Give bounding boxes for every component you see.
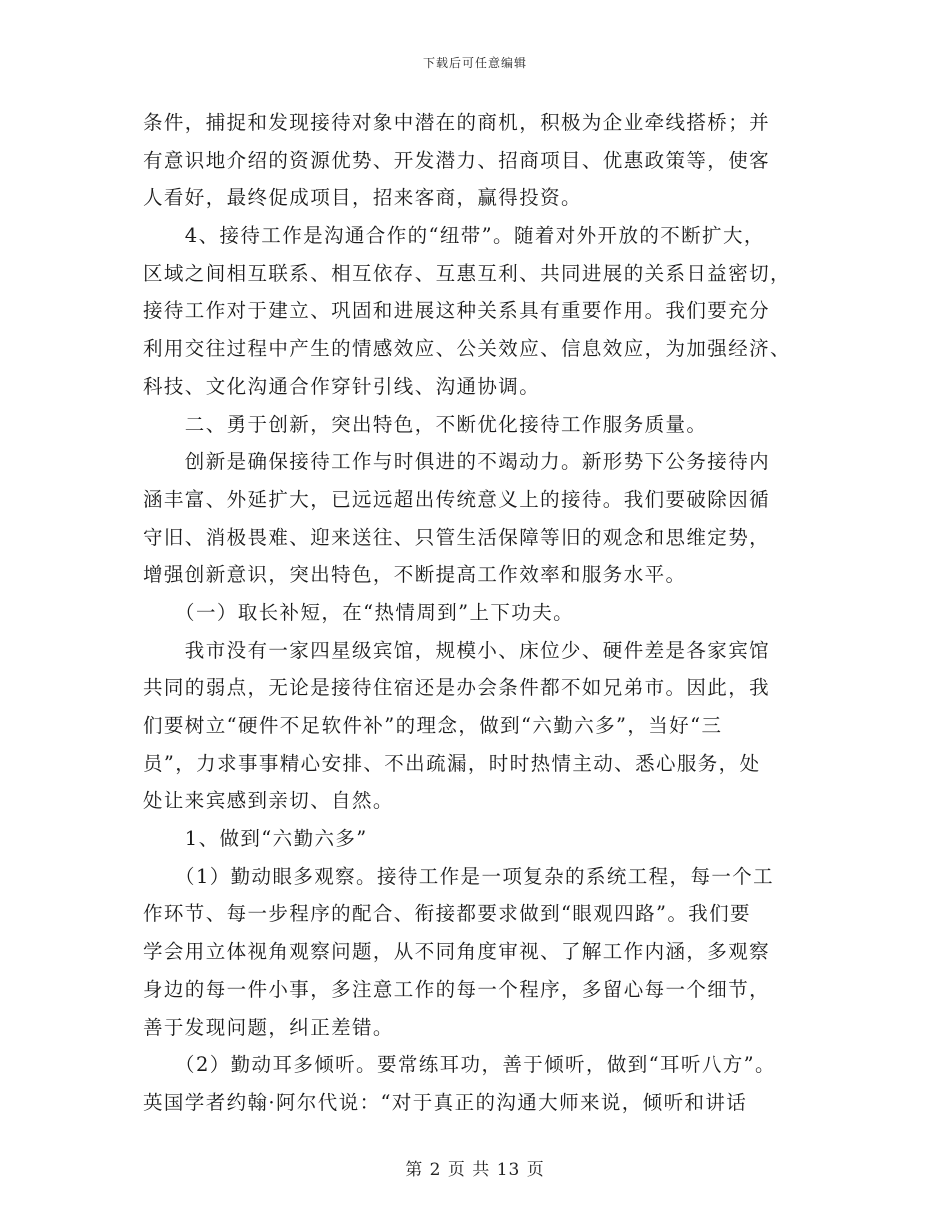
text-line: （1）勤动眼多观察。接待工作是一项复杂的系统工程，每一个工 — [143, 864, 775, 888]
text-line: 学会用立体视角观察问题，从不同角度审视、了解工作内涵，多观察 — [143, 940, 771, 964]
text-line: 条件，捕捉和发现接待对象中潜在的商机，积极为企业牵线搭桥；并 — [143, 111, 771, 134]
text-line: 共同的弱点，无论是接待住宿还是办会条件都不如兄弟市。因此，我 — [143, 676, 771, 700]
section-heading: 二、勇于创新，突出特色，不断优化接待工作服务质量。 — [143, 412, 708, 436]
text-line: 作环节、每一步程序的配合、衔接都要求做到“眼观四路”。我们要 — [143, 902, 751, 926]
text-line: 区域之间相互联系、相互依存、互惠互利、共同进展的关系日益密切， — [143, 261, 791, 285]
text-line: 英国学者约翰·阿尔代说：“对于真正的沟通大师来说，倾听和讲话 — [143, 1090, 748, 1114]
page-footer: 第 2 页 共 13 页 — [405, 1160, 545, 1180]
text-line: 科技、文化沟通合作穿针引线、沟通协调。 — [143, 374, 541, 398]
text-line: 善于发现问题，纠正差错。 — [143, 1015, 394, 1039]
text-line: 涵丰富、外延扩大，已远远超出传统意义上的接待。我们要破除因循 — [143, 487, 771, 511]
text-line: 增强创新意识，突出特色，不断提高工作效率和服务水平。 — [143, 563, 687, 587]
text-line: 身边的每一件小事，多注意工作的每一个程序，多留心每一个细节， — [143, 977, 771, 1001]
page-header: 下载后可任意编辑 — [422, 56, 527, 70]
text-line: 接待工作对于建立、巩固和进展这种关系具有重要作用。我们要充分 — [143, 299, 771, 323]
text-line: 处让来宾感到亲切、自然。 — [143, 789, 394, 813]
document-body — [143, 104, 811, 1122]
text-line: 有意识地介绍的资源优势、开发潜力、招商项目、优惠政策等，使客 — [143, 148, 771, 172]
text-line: 守旧、消极畏难、迎来送往、只管生活保障等旧的观念和思维定势， — [143, 525, 771, 549]
text-line: 我市没有一家四星级宾馆，规模小、床位少、硬件差是各家宾馆 — [143, 638, 771, 662]
text-line: 人看好，最终促成项目，招来客商，赢得投资。 — [143, 186, 582, 210]
subsection-heading: （一）取长补短，在“热情周到”上下功夫。 — [143, 600, 574, 624]
text-line: 创新是确保接待工作与时俱进的不竭动力。新形势下公务接待内 — [143, 450, 771, 474]
text-line: 4、接待工作是沟通合作的“纽带”。随着对外开放的不断扩大， — [143, 224, 765, 248]
text-line: 利用交往过程中产生的情感效应、公关效应、信息效应，为加强经济、 — [143, 337, 791, 361]
item-heading: 1、做到“六勤六多” — [143, 827, 368, 851]
text-line: 员”，力求事事精心安排、不出疏漏，时时热情主动、悉心服务，处 — [143, 751, 761, 775]
text-line: 们要树立“硬件不足软件补”的理念，做到“六勤六多”，当好“三 — [143, 714, 723, 737]
text-line: （2）勤动耳多倾听。要常练耳功，善于倾听，做到“耳听八方”。 — [143, 1053, 776, 1077]
